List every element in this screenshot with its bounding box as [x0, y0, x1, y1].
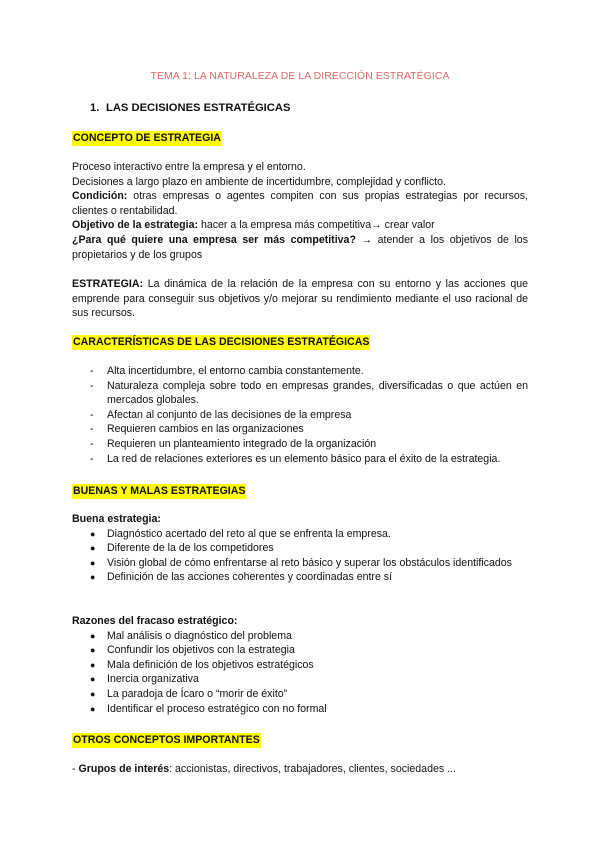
list-item: ● Mal análisis o diagnóstico del problema — [90, 629, 292, 642]
section-heading — [90, 101, 290, 116]
estrategia-text: La dinámica de la relación de la empresa con su entorno y las acciones que emprende para conseguir sus objetivos y/o mejorar su rendimiento mediante el uso racional de sus recursos. — [72, 278, 528, 320]
list-item: - Naturaleza compleja sobre todo en empresas grandes, diversificadas o que actúen en mercados globales. — [90, 379, 528, 407]
otros-heading: OTROS CONCEPTOS IMPORTANTES — [73, 734, 260, 746]
buenas-malas-heading: BUENAS Y MALAS ESTRATEGIAS — [73, 485, 246, 497]
document-title: TEMA 1: LA NATURALEZA DE LA DIRECCIÓN ESTRATÉGICA — [150, 71, 450, 82]
buena-estrategia-list — [72, 527, 528, 585]
objetivo-paragraph — [72, 218, 528, 233]
concepto-body — [72, 160, 528, 262]
estrategia-definition — [72, 277, 528, 321]
fracaso-block — [72, 614, 528, 716]
list-item: - Alta incertidumbre, el entorno cambia constantemente. — [90, 365, 364, 377]
list-item: ● Visión global de cómo enfrentarse al reto básico y superar los obstáculos identificados — [90, 556, 512, 569]
caracteristicas-heading: CARACTERÍSTICAS DE LAS DECISIONES ESTRATÉGICAS — [73, 336, 370, 348]
list-item: ● Mala definición de los objetivos estratégicos — [90, 658, 314, 671]
list-item: - Requieren cambios en las organizaciones — [90, 423, 304, 436]
buena-estrategia-block — [72, 512, 528, 585]
list-item: ● Confundir los objetivos con la estrategia — [90, 644, 295, 657]
list-item: - La red de relaciones exteriores es un elemento básico para el éxito de la estrategia. — [90, 452, 501, 465]
fracaso-label: Razones del fracaso estratégico: — [72, 615, 238, 627]
condicion-paragraph — [72, 189, 528, 218]
list-item: ● Diagnóstico acertado del reto al que se enfrenta la empresa. — [90, 527, 391, 540]
condicion-label: Condición: — [72, 190, 128, 203]
concepto-heading: CONCEPTO DE ESTRATEGIA — [73, 132, 221, 144]
list-item: ● La paradoja de Ícaro o “morir de éxito” — [90, 687, 288, 700]
objetivo-text: hacer a la empresa más competitiva→ crear valor — [198, 219, 435, 232]
estrategia-label: ESTRATEGIA: — [72, 278, 144, 290]
grupos-label: Grupos de interés — [78, 763, 170, 775]
section-number: 1. — [90, 102, 100, 114]
list-item: ● Identificar el proceso estratégico con no formal — [90, 702, 327, 715]
list-item: - Requieren un planteamiento integrado de la organización — [90, 437, 377, 450]
section-heading-text: LAS DECISIONES ESTRATÉGICAS — [106, 102, 291, 114]
list-item: - Afectan al conjunto de las decisiones de la empresa — [90, 408, 352, 421]
pregunta-label: ¿Para qué quiere una empresa ser más competitiva? — [72, 233, 356, 246]
objetivo-label: Objetivo de la estrategia: — [72, 219, 198, 232]
fracaso-list — [72, 629, 528, 717]
pregunta-paragraph — [72, 233, 528, 262]
list-item: ● Diferente de la de los competidores — [90, 542, 274, 555]
list-item: ● Inercia organizativa — [90, 673, 199, 686]
buena-estrategia-label: Buena estrategia: — [72, 513, 161, 525]
concepto-line-1: Proceso interactivo entre la empresa y el entorno. — [72, 161, 306, 173]
caracteristicas-list — [72, 364, 528, 466]
pregunta-text: → atender a los objetivos de los propietarios y de los grupos — [72, 233, 528, 261]
concepto-line-2: Decisiones a largo plazo en ambiente de incertidumbre, complejidad y conflicto. — [72, 175, 446, 188]
grupos-interes-paragraph: - Grupos de interés: accionistas, directivos, trabajadores, clientes, sociedades ... — [72, 763, 456, 775]
condicion-text: otras empresas o agentes compiten con sus propias estrategias por recursos, clientes o rentabilidad. — [72, 190, 528, 217]
caracteristicas-list-block — [72, 364, 528, 466]
list-item: ● Definición de las acciones coherentes y coordinadas entre sí — [90, 571, 393, 584]
grupos-text: : accionistas, directivos, trabajadores, clientes, sociedades ... — [169, 763, 456, 775]
